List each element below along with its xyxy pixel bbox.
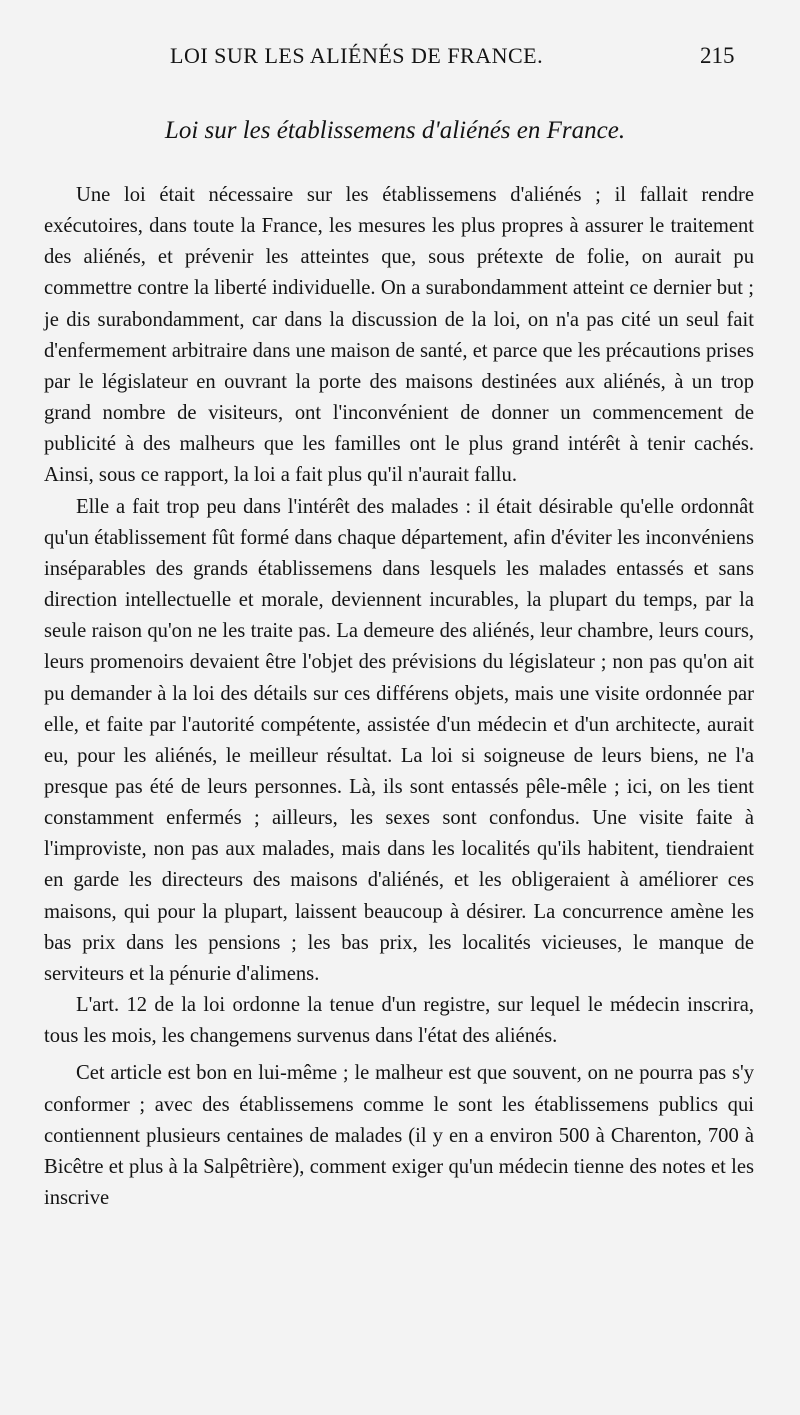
paragraph-1: Une loi était nécessaire sur les établissemens d'aliénés ; il fallait rendre exécutoires, dans toute la France, les mesures les plus propres à assurer le traitement des aliénés, et prévenir les atteintes que, sous prétexte de folie, on aurait pu commettre contre la liberté individuelle. On a surabondamment atteint ce dernier but ; je dis surabondamment, car dans la discussion de la loi, on n'a pas cité un seul fait d'enfermement arbitraire dans une maison de santé, et parce que les précautions prises par le législateur en ouvrant la porte des maisons destinées aux aliénés, à un trop grand nombre de visiteurs, ont l'inconvénient de donner un commencement de publicité à des malheurs que les familles ont le plus grand intérêt à tenir cachés. Ainsi, sous ce rapport, la loi a fait plus qu'il n'aurait fallu. [44, 184, 754, 487]
paragraph-2: Elle a fait trop peu dans l'intérêt des malades : il était désirable qu'elle ordonnât qu'un établissement fût formé dans chaque département, afin d'éviter les inconvéniens inséparables des grands établissemens dans lesquels les malades entassés et sans direction intellectuelle et morale, deviennent incurables, la plupart du temps, par la seule raison qu'on ne les traite pas. La demeure des aliénés, leur chambre, leurs cours, leurs promenoirs devaient être l'objet des prévisions du législateur ; non pas qu'on ait pu demander à la loi des détails sur ces différens objets, mais une visite ordonnée par elle, et faite par l'autorité compétente, assistée d'un médecin et d'un architecte, aurait eu, pour les aliénés, le meilleur résultat. La loi si soigneuse de leurs biens, ne l'a presque pas été de leurs personnes. Là, ils sont entassés pêle-mêle ; ici, on les tient constamment enfermés ; ailleurs, les sexes sont confondus. Une visite faite à l'improviste, non pas aux malades, mais dans les localités qu'ils habitent, tiendraient en garde les directeurs des maisons d'aliénés, et les obligeraient à améliorer ces maisons, qui pour la plupart, laissent beaucoup à désirer. La concurrence amène les bas prix dans les pensions ; les bas prix, les localités vicieuses, le manque de serviteurs et la pénurie d'alimens. [44, 495, 754, 985]
paragraph-4: Cet article est bon en lui-même ; le malheur est que souvent, on ne pourra pas s'y conformer ; avec des établissemens comme le sont les établissemens publics qui contiennent plusieurs centaines de malades (il y en a environ 500 à Charenton, 700 à Bicêtre et plus à la Salpêtrière), comment exiger qu'un médecin tienne des notes et les inscrive [44, 1062, 754, 1209]
page-number: 215 [700, 43, 735, 68]
running-head: LOI SUR LES ALIÉNÉS DE FRANCE. [170, 43, 544, 68]
section-title: Loi sur les établissemens d'aliénés en France. [164, 117, 626, 144]
body-text [44, 180, 754, 1214]
paragraph-3: L'art. 12 de la loi ordonne la tenue d'un registre, sur lequel le médecin inscrira, tous les mois, les changemens survenus dans l'état des aliénés. [44, 994, 754, 1048]
